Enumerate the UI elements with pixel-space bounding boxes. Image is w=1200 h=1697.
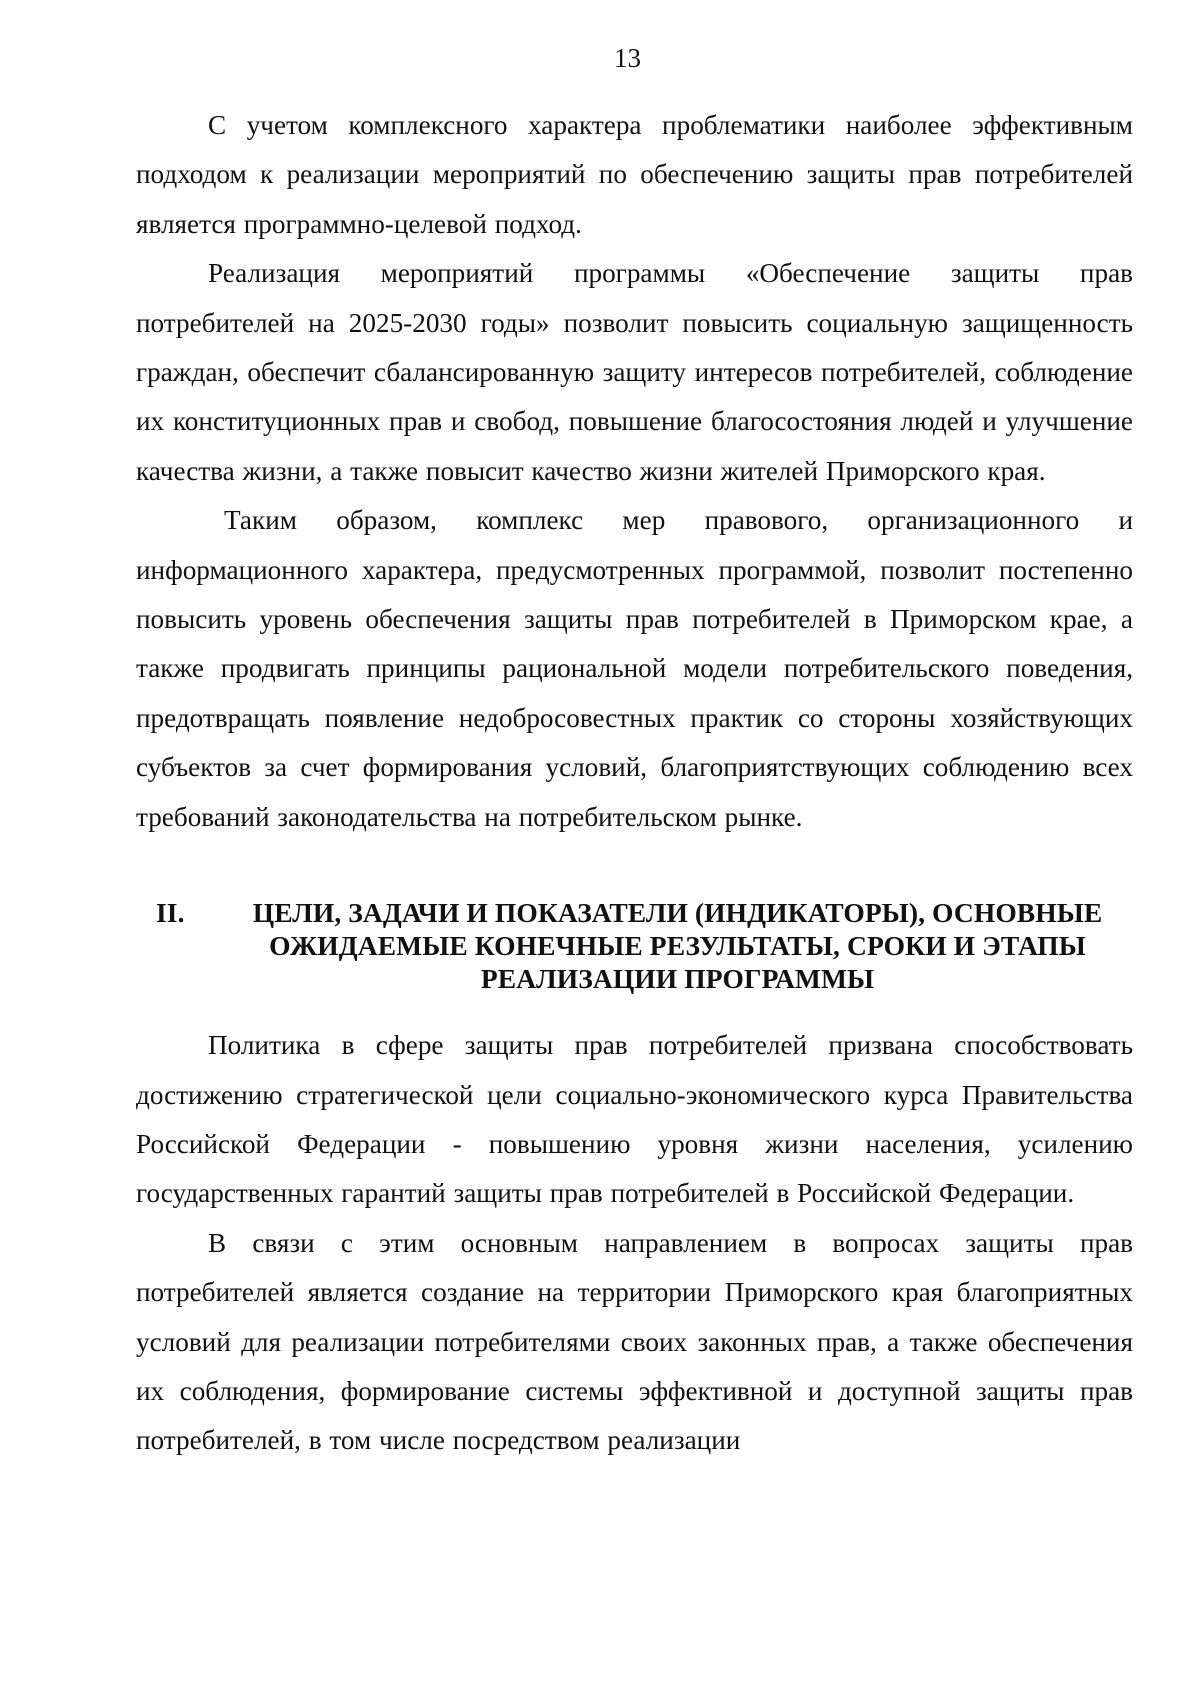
section-title [222,896,1133,995]
paragraph-main-direction: В связи с этим основным направлением в вопросах защиты прав потребителей является создание на территории Приморского края благоприятных условий для реализации потребителями своих законных прав, а также обеспечения их соблюдения, формирование системы эффективной и доступной защиты прав потребителей, в том числе посредством реализации [136,1227,1133,1456]
paragraph-approach: С учетом комплексного характера проблематики наиболее эффективным подходом к реализации мероприятий по обеспечению защиты прав потребителей является программно-целевой подход. [136,110,1133,239]
section-title-line: РЕАЛИЗАЦИИ ПРОГРАММЫ [480,963,875,995]
section-title-line: ЦЕЛИ, ЗАДАЧИ И ПОКАЗАТЕЛИ (ИНДИКАТОРЫ), ОСНОВНЫЕ [252,897,1103,929]
section-title-line: ОЖИДАЕМЫЕ КОНЕЧНЫЕ РЕЗУЛЬТАТЫ, СРОКИ И ЭТАПЫ [269,930,1086,962]
page-number: 13 [614,43,641,73]
paragraph-policy-goal: Политика в сфере защиты прав потребителей призвана способствовать достижению стратегической цели социально-экономического курса Правительства Российской Федерации - повышению уровня жизни населения, усилению государственных гарантий защиты прав потребителей в Российской Федерации. [136,1030,1133,1209]
section-heading [136,896,1133,995]
document-body [136,101,1133,1466]
paragraph-program-results: Реализация мероприятий программы «Обеспечение защиты прав потребителей на 2025-2030 годы» позволит повысить социальную защищенность граждан, обеспечит сбалансированную защиту интересов потребителей, соблюдение их конституционных прав и свобод, повышение благосостояния людей и улучшение качества жизни, а также повысит качество жизни жителей Приморского края. [136,258,1133,486]
paragraph-measures-complex: Таким образом, комплекс мер правового, организационного и информационного характера, предусмотренных программой, позволит постепенно повысить уровень обеспечения защиты прав потребителей в Приморском крае, а также продвигать принципы рациональной модели потребительского поведения, предотвращать появление недобросовестных практик со стороны хозяйствующих субъектов за счет формирования условий, благоприятствующих соблюдению всех требований законодательства на потребительском рынке. [136,505,1133,832]
section-number: II. [156,897,185,929]
